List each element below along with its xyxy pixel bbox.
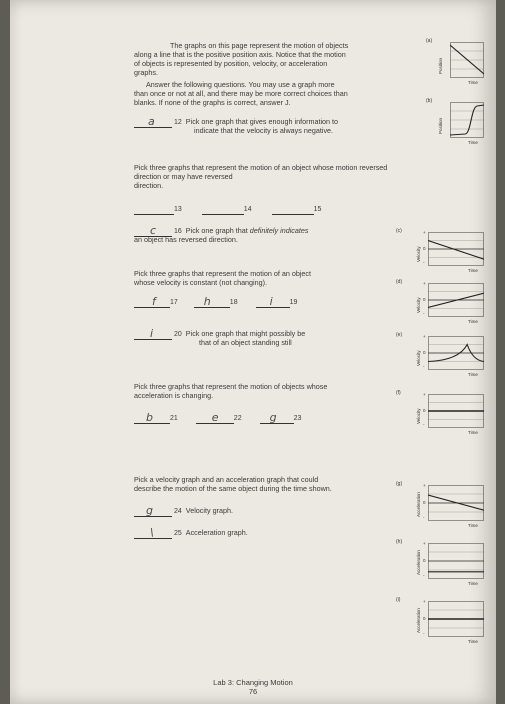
reversed-line-3: direction.: [134, 181, 164, 190]
graph-4: [428, 336, 484, 370]
constant-line-1: Pick three graphs that represent the motion of an object: [134, 269, 311, 278]
graph-letter-0: (a): [426, 38, 433, 44]
intro-line-2: along a line that is the positive position axis. Notice that the motion: [134, 50, 346, 59]
graph-ylabel-4: Velocity: [416, 350, 421, 366]
graph-ylabel-8: Acceleration: [416, 608, 421, 633]
graph-letter-3: (d): [396, 279, 403, 285]
graph-6: [428, 485, 484, 521]
question-20-line-2: that of an object standing still: [199, 338, 292, 347]
graph-axis-mark-7-0: +: [423, 541, 426, 546]
constant-line-2: whose velocity is constant (not changing).: [134, 278, 268, 287]
footer-title: Lab 3: Changing Motion: [213, 678, 293, 687]
graph-axis-mark-5-1: 0: [423, 408, 426, 413]
intro-line-1: The graphs on this page represent the motion of objects: [170, 41, 349, 50]
question-20: i 20 Pick one graph that might possibly be: [134, 330, 305, 340]
graph-xlabel-1: Time: [468, 140, 478, 145]
answer-blank-23[interactable]: g: [260, 415, 294, 424]
graph-letter-1: (b): [426, 98, 433, 104]
graph-xlabel-4: Time: [468, 372, 478, 377]
page-number: 76: [248, 687, 258, 696]
graph-5: [428, 394, 484, 428]
answer-blank-24[interactable]: g: [134, 508, 172, 517]
questions-21-23: b 21 e 22 g 23: [134, 414, 301, 424]
answer-blank-12[interactable]: a: [134, 119, 172, 128]
graph-axis-mark-5-2: -: [423, 422, 425, 427]
graph-curve-6: [428, 495, 484, 510]
graph-letter-8: (i): [396, 597, 401, 603]
graph-axis-mark-3-0: +: [423, 281, 426, 286]
graph-axis-mark-4-1: 0: [423, 350, 426, 355]
answer-blank-18[interactable]: h: [194, 299, 230, 308]
graph-7: [428, 543, 484, 579]
intro-line-4: graphs.: [134, 68, 158, 77]
graph-axis-mark-4-0: +: [423, 334, 426, 339]
answer-blank-14[interactable]: [202, 206, 244, 215]
graph-3: [428, 283, 484, 317]
graph-ylabel-3: Velocity: [416, 297, 421, 313]
question-25: \ 25 Acceleration graph.: [134, 529, 248, 539]
reversed-line-2: direction or may have reversed: [134, 172, 233, 181]
graph-ylabel-5: Velocity: [416, 408, 421, 424]
graph-axis-mark-2-1: 0: [423, 246, 426, 251]
accel-line-1: Pick three graphs that represent the motion of objects whose: [134, 382, 328, 391]
graph-2: [428, 232, 484, 266]
graph-axis-mark-8-2: -: [423, 631, 425, 636]
intro-line-5: Answer the following questions. You may use a graph more: [146, 80, 335, 89]
graph-axis-mark-6-0: +: [423, 483, 426, 488]
answer-blank-20[interactable]: i: [134, 331, 172, 340]
graph-letter-6: (g): [396, 481, 403, 487]
graph-ylabel-1: Position: [438, 117, 443, 134]
graph-axis-mark-6-1: 0: [423, 500, 426, 505]
graph-axis-mark-4-2: -: [423, 364, 425, 369]
graph-letter-7: (h): [396, 539, 403, 545]
graph-8: [428, 601, 484, 637]
graph-axis-mark-2-2: -: [423, 260, 425, 265]
graph-xlabel-7: Time: [468, 581, 478, 586]
questions-17-19: f 17 h 18 i 19: [134, 298, 297, 308]
answer-blank-22[interactable]: e: [196, 415, 234, 424]
answer-blank-15[interactable]: [272, 206, 314, 215]
graph-axis-mark-8-1: 0: [423, 616, 426, 621]
graph-letter-2: (c): [396, 228, 402, 234]
question-12: a 12 Pick one graph that gives enough information to: [134, 118, 338, 128]
graph-ylabel-2: Velocity: [416, 246, 421, 262]
question-16: c 16 Pick one graph that definitely indicates: [134, 227, 308, 237]
intro-line-3: of objects is represented by position, velocity, or acceleration: [134, 59, 328, 68]
graph-axis-mark-2-0: +: [423, 230, 426, 235]
answer-blank-21[interactable]: b: [134, 415, 170, 424]
graph-axis-mark-6-2: -: [423, 515, 425, 520]
graph-axis-mark-7-1: 0: [423, 558, 426, 563]
worksheet-page: [10, 0, 496, 704]
intro-line-6: than once or not at all, and there may be more correct choices than: [134, 89, 348, 98]
question-16-line-2: an object has reversed direction.: [134, 235, 238, 244]
graph-xlabel-6: Time: [468, 523, 478, 528]
answer-blank-16[interactable]: c: [134, 228, 172, 237]
pair-line-1: Pick a velocity graph and an acceleration graph that could: [134, 475, 319, 484]
graph-xlabel-0: Time: [468, 80, 478, 85]
answer-blank-19[interactable]: i: [256, 299, 290, 308]
pair-line-2: describe the motion of the same object during the time shown.: [134, 484, 332, 493]
graph-xlabel-8: Time: [468, 639, 478, 644]
graph-xlabel-5: Time: [468, 430, 478, 435]
reversed-line-1: Pick three graphs that represent the motion of an object whose motion reversed: [134, 163, 388, 172]
graph-xlabel-2: Time: [468, 268, 478, 273]
graph-axis-mark-3-2: -: [423, 311, 425, 316]
graph-letter-5: (f): [396, 390, 401, 396]
graph-curve-0: [450, 45, 484, 74]
graph-letter-4: (e): [396, 332, 403, 338]
graph-axis-mark-5-0: +: [423, 392, 426, 397]
questions-13-15: 13 14 15: [134, 205, 321, 215]
question-24: g 24 Velocity graph.: [134, 507, 233, 517]
answer-blank-25[interactable]: \: [134, 530, 172, 539]
graph-1: [450, 102, 484, 138]
graph-xlabel-3: Time: [468, 319, 478, 324]
graph-axis-mark-3-1: 0: [423, 297, 426, 302]
graph-0: [450, 42, 484, 78]
graph-axis-mark-7-2: -: [423, 573, 425, 578]
graph-ylabel-0: Position: [438, 57, 443, 74]
question-12-line-2: indicate that the velocity is always negative.: [194, 126, 334, 135]
graph-curve-2: [428, 241, 484, 260]
accel-line-2: acceleration is changing.: [134, 391, 214, 400]
graph-axis-mark-8-0: +: [423, 599, 426, 604]
answer-blank-13[interactable]: [134, 206, 174, 215]
graph-ylabel-6: Acceleration: [416, 492, 421, 517]
intro-line-7: blanks. If none of the graphs is correct, answer J.: [134, 98, 291, 107]
graph-ylabel-7: Acceleration: [416, 550, 421, 575]
answer-blank-17[interactable]: f: [134, 299, 170, 308]
